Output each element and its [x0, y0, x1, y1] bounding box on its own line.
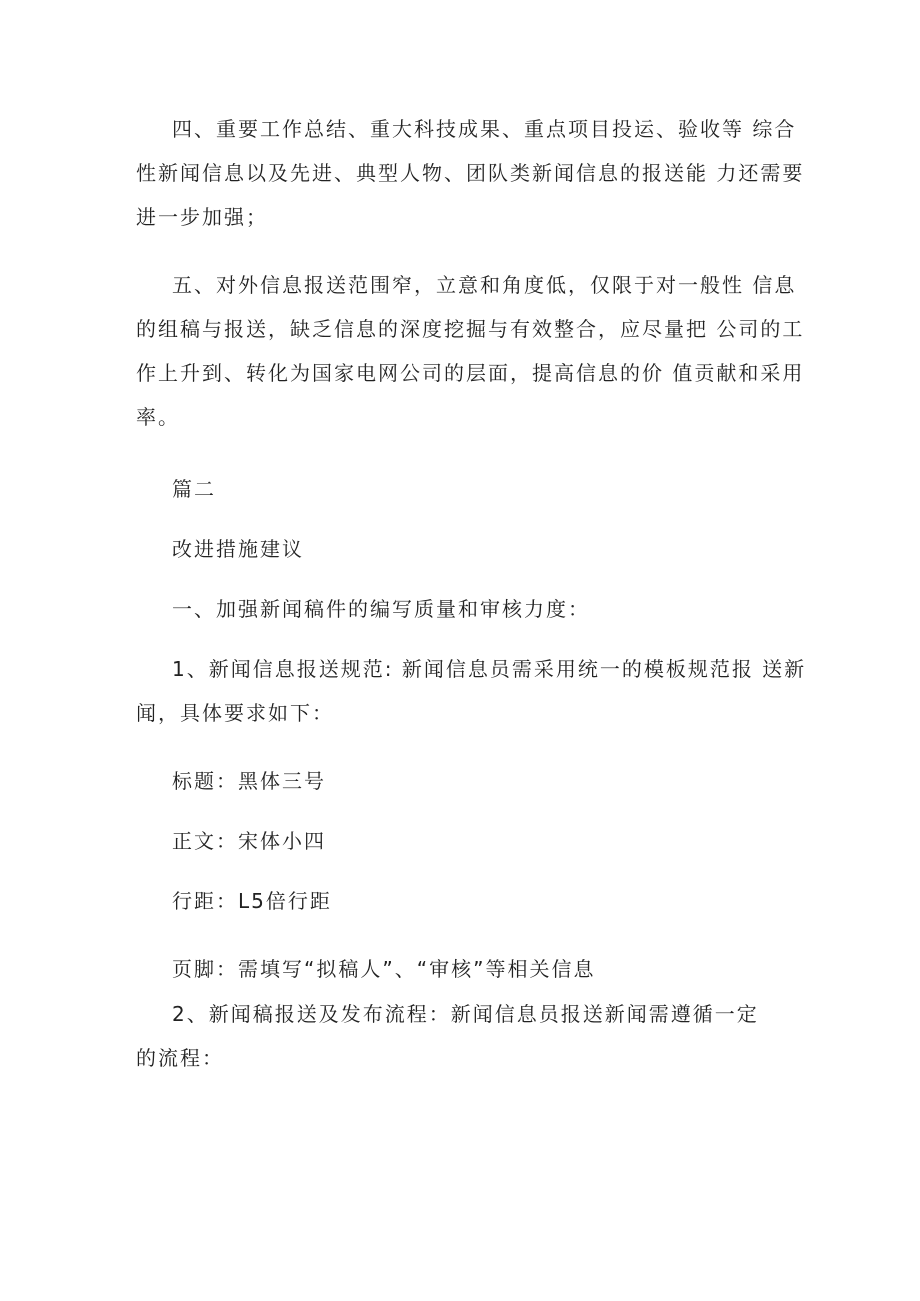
spec-text: 正文：宋体小四 — [172, 829, 326, 853]
paragraph-four — [136, 107, 805, 239]
paragraph-line: 作上升到、转化为国家电网公司的层面，提高信息的价 值贡献和采用 — [136, 361, 805, 385]
item-text: 一、加强新闻稿件的编写质量和审核力度： — [172, 597, 590, 621]
heading-text: 改进措施建议 — [172, 537, 304, 561]
spec-text: 标题：黑体三号 — [172, 769, 326, 793]
spacing-spec — [136, 879, 796, 923]
spec-text: 页脚：需填写“拟稿人”、“审核”等相关信息 — [172, 957, 596, 981]
paragraph-line: 的流程： — [136, 1046, 224, 1070]
paragraph-line: 四、重要工作总结、重大科技成果、重点项目投运、验收等 综合 — [172, 117, 797, 141]
paragraph-line: 1、新闻信息报送规范: 新闻信息员需采用统一的模板规范报 送新 — [172, 657, 807, 681]
spec-text: 行距：L5倍行距 — [172, 889, 332, 913]
paragraph-line: 进一步加强； — [136, 205, 268, 229]
body-spec — [136, 819, 796, 863]
item-one-one — [136, 647, 807, 735]
paragraph-line: 闻，具体要求如下： — [136, 701, 334, 725]
section-label — [136, 467, 796, 511]
section-title: 篇二 — [172, 477, 216, 501]
title-spec — [136, 759, 796, 803]
paragraph-line: 率。 — [136, 405, 180, 429]
paragraph-line: 2、新闻稿报送及发布流程：新闻信息员报送新闻需遵循一定 — [172, 1002, 759, 1026]
paragraph-line: 的组稿与报送，缺乏信息的深度挖掘与有效整合，应尽量把 公司的工 — [136, 317, 805, 341]
paragraph-line: 性新闻信息以及先进、典型人物、团队类新闻信息的报送能 力还需要 — [136, 161, 805, 185]
paragraph-five — [136, 263, 805, 439]
footer-spec — [136, 947, 796, 991]
section-heading — [136, 527, 796, 571]
paragraph-line: 五、对外信息报送范围窄，立意和角度低，仅限于对一般性 信息 — [172, 273, 797, 297]
item-one-two — [136, 992, 796, 1080]
item-one — [136, 587, 796, 631]
